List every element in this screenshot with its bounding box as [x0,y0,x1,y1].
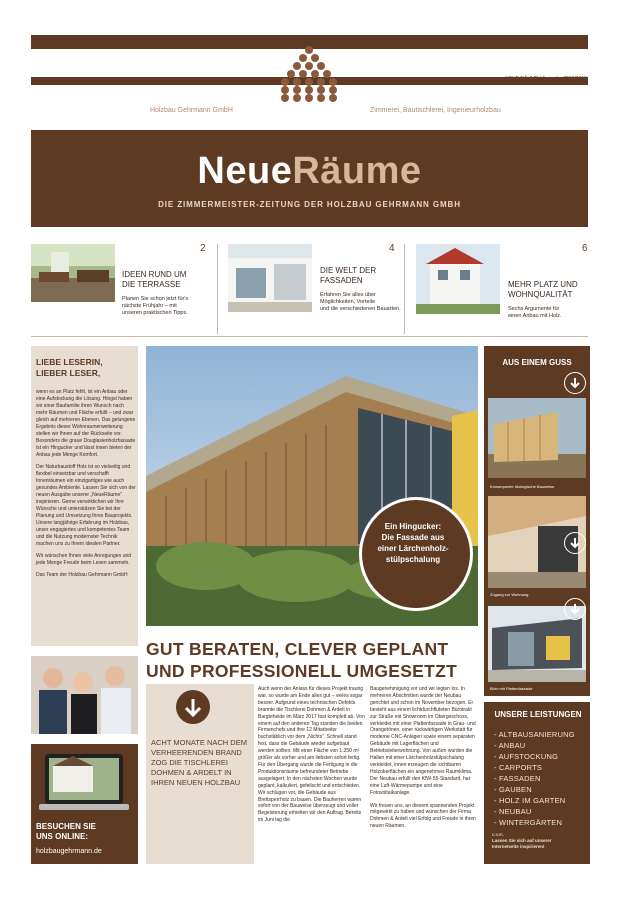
masthead-raeume: Räume [292,150,422,192]
masthead-tagline: DIE ZIMMERMEISTER-ZEITUNG DER HOLZBAU GEHRMANN GMBH [158,200,461,209]
service-item: - GAUBEN [494,785,532,794]
service-item: - ANBAU [494,741,526,750]
service-item: - HOLZ IM GARTEN [494,796,566,805]
teaser-description: Erfahren Sie alles über Möglichkeiten, Vorteile und die verschiedenen Bauarten. [320,292,401,312]
teaser-title: MEHR PLATZ UND WOHNQUALITÄT [508,280,578,299]
masthead-title [31,150,588,193]
service-item: - FASSADEN [494,774,541,783]
teaser-divider [217,244,218,334]
service-item: - WINTERGÄRTEN [494,818,563,827]
company-services-line: Zimmerei, Bautischlerei, Ingenieurholzbau [370,107,501,114]
services-note: u.v.m. Lassen Sie sich auf unserer Internetseite inspirieren! [492,832,552,849]
article-column-1: Auch wenn der Anlass für dieses Projekt traurig war, so wurde am Ende alles gut – vieles sogar besser. Aufgrund eines technischen Defekts brannte die Tischlerei Dohmen & Ardelt in Bargteheide im März 2017 fast komplett ab. Von einem auf den anderen Tag standen die beiden Firmenchefs und ihre 12 Mitarbeiter buchstäblich vor dem „Nichts“. Schnell stand fest, dass die Gebäude wieder aufgebaut werden sollten. Mit einer Fläche von 1.250 m² größer als vorher und am liebsten sofort fertig. Für den Übergang wurde die Fertigung in die Produktionsräume befreundeter Betriebe ausgelagert. In den nächsten Wochen wurde geplant, kalkuliert, gefeilscht und entschieden. Wir schlugen vor, die Gebäude aus Brettsperrholz zu bauen. Die Bauherren waren sofort von der Bauweise überzeugt und voller Begeisterung erhielten wir den Auftrag. Bereits im Juni lag die [258,686,365,824]
arrow-down-icon [176,690,210,724]
service-item: - NEUBAU [494,807,532,816]
service-item: - ALTBAUSANIERUNG [494,730,575,739]
arrow-down-icon [564,532,586,554]
teaser-description: Sechs Argumente für einen Anbau mit Holz. [508,306,562,319]
teaser-image-facade [228,244,312,312]
service-item: - AUFSTOCKUNG [494,752,559,761]
teaser-page-number: 4 [389,243,395,254]
teaser-image-extension [416,244,500,314]
teaser-page-number: 6 [582,243,588,254]
issue-label: NEUE RÄUME | Ausgabe 2018/2019 [505,76,587,82]
gallery-caption: Büro mit Plattenfassade [490,686,533,691]
service-item: - CARPORTS [494,763,543,772]
article-headline: GUT BERATEN, CLEVER GEPLANT UND PROFESSIONELL UMGESETZT [146,639,458,681]
editorial-heading: LIEBE LESERIN, LIEBER LESER, [36,357,103,378]
teaser-description: Planen Sie schon jetzt für's nächste Frühjahr – mit unseren praktischen Tipps. [122,296,189,316]
laptop-illustration [39,752,129,816]
services-title: UNSERE LEISTUNGEN [494,710,582,719]
teaser-page-number: 2 [200,243,206,254]
teaser-title: DIE WELT DER FASSADEN [320,266,377,285]
article-column-2: Baugenehmigung vor und wir legten los. In mehreren Abschnitten wurde der Neubau gerichtet und schon im November bezogen. Er besteht aus einem lichtdurchfluteten Bürotrakt zur Straße mit Showroom im Obergeschoss, verkleidet mit einer Plattenfassade in Grau- und Orangetönen, einer rückwärtigen Werkstatt für moderne CNC-Anlagen sowie einem separaten Gebäude mit Lagerflächen und Betriebsleiterwohnung. Von außen wurden die Hallen mit einer Lärchenholzstülpschalung verkleidet, innen erzeugen die sichtbaren Holzoberflächen ein angenehmes Raumklima. Der Neubau erfüllt den KfW-55-Standard, hat eine Luft-Wärmepumpe und eine Fotovoltaikanlage. Wir freuen uns, an diesem spannenden Projekt mitgewirkt zu haben und wünschen der Firma Dohmen & Ardelt viel Erfolg und Freude in ihren neuen Räumen. [370,686,476,830]
masthead-neue: Neue [197,150,293,192]
editorial-text: wenn es an Platz fehlt, ist ein Anbau oder eine Aufstockung die Lösung. Hingst haben wir einer Baufamilie ihren Wunsch nach mehr Räumen und Fläche erfüllt – und zwar gleich auf mehreren Ebenen. Das gelungene Ergebnis dieser Wohnraumerweiterung stellen wir Ihnen auf der Rückseite vor. Besonders die graue Douglasienholzfassade ist ein Hingucker und lässt innen bieten der Anbau jede Menge Komfort. Der Naturbaustoff Holz ist so vielseitig und flexibel einsetzbar und verschafft Innenräumen ein einzigartiges wie auch gesundes Ambiente. Lassen Sie sich von der neuen Ausgabe unserer „NeueRäume“ inspirieren. Gerne verwirklichen wir Ihre Wünsche und unterstützen Sie bei der Planung und Umsetzung Ihres Bauprojekts. Unsere langjährige Erfahrung im Holzbau, unser engagiertes und kompetentes Team und die Nutzung modernster Technik machen uns zu Ihrem idealen Partner. Wir wünschen Ihnen viele Anregungen und jede Menge Freude beim Lesen sammeln. Das Team der Holzbau Gehrmann GmbH [36,389,136,578]
section-divider [31,336,588,337]
teaser-image-terrace [31,244,115,302]
company-logo [271,44,347,106]
gallery-title: AUS EINEM GUSS [502,358,572,367]
gallery-photo-construction [488,398,586,478]
company-name: Holzbau Gehrmann GmbH [150,107,233,114]
teaser-divider [404,244,405,334]
article-lead: ACHT MONATE NACH DEM VERHEERENDEN BRAND ZOG DIE TISCHLEREI DOHMEN & ARDELT IN IHREN NEUEN HOLZBAU [151,738,247,787]
gallery-caption: Konsequente ökologische Bauweise. [490,484,556,489]
team-photo [31,656,138,734]
arrow-down-icon [564,598,586,620]
highlight-bubble-text: Ein Hingucker: Die Fassade aus einer Lärchenholz- stülpschalung [377,522,449,564]
website-link[interactable]: holzbaugehrmann.de [36,848,102,855]
teaser-title: IDEEN RUND UM DIE TERRASSE [122,270,187,289]
gallery-caption: Zugang zur Wohnung. [490,592,530,597]
arrow-down-icon [564,372,586,394]
visit-online-title: BESUCHEN SIE UNS ONLINE: [36,822,97,841]
